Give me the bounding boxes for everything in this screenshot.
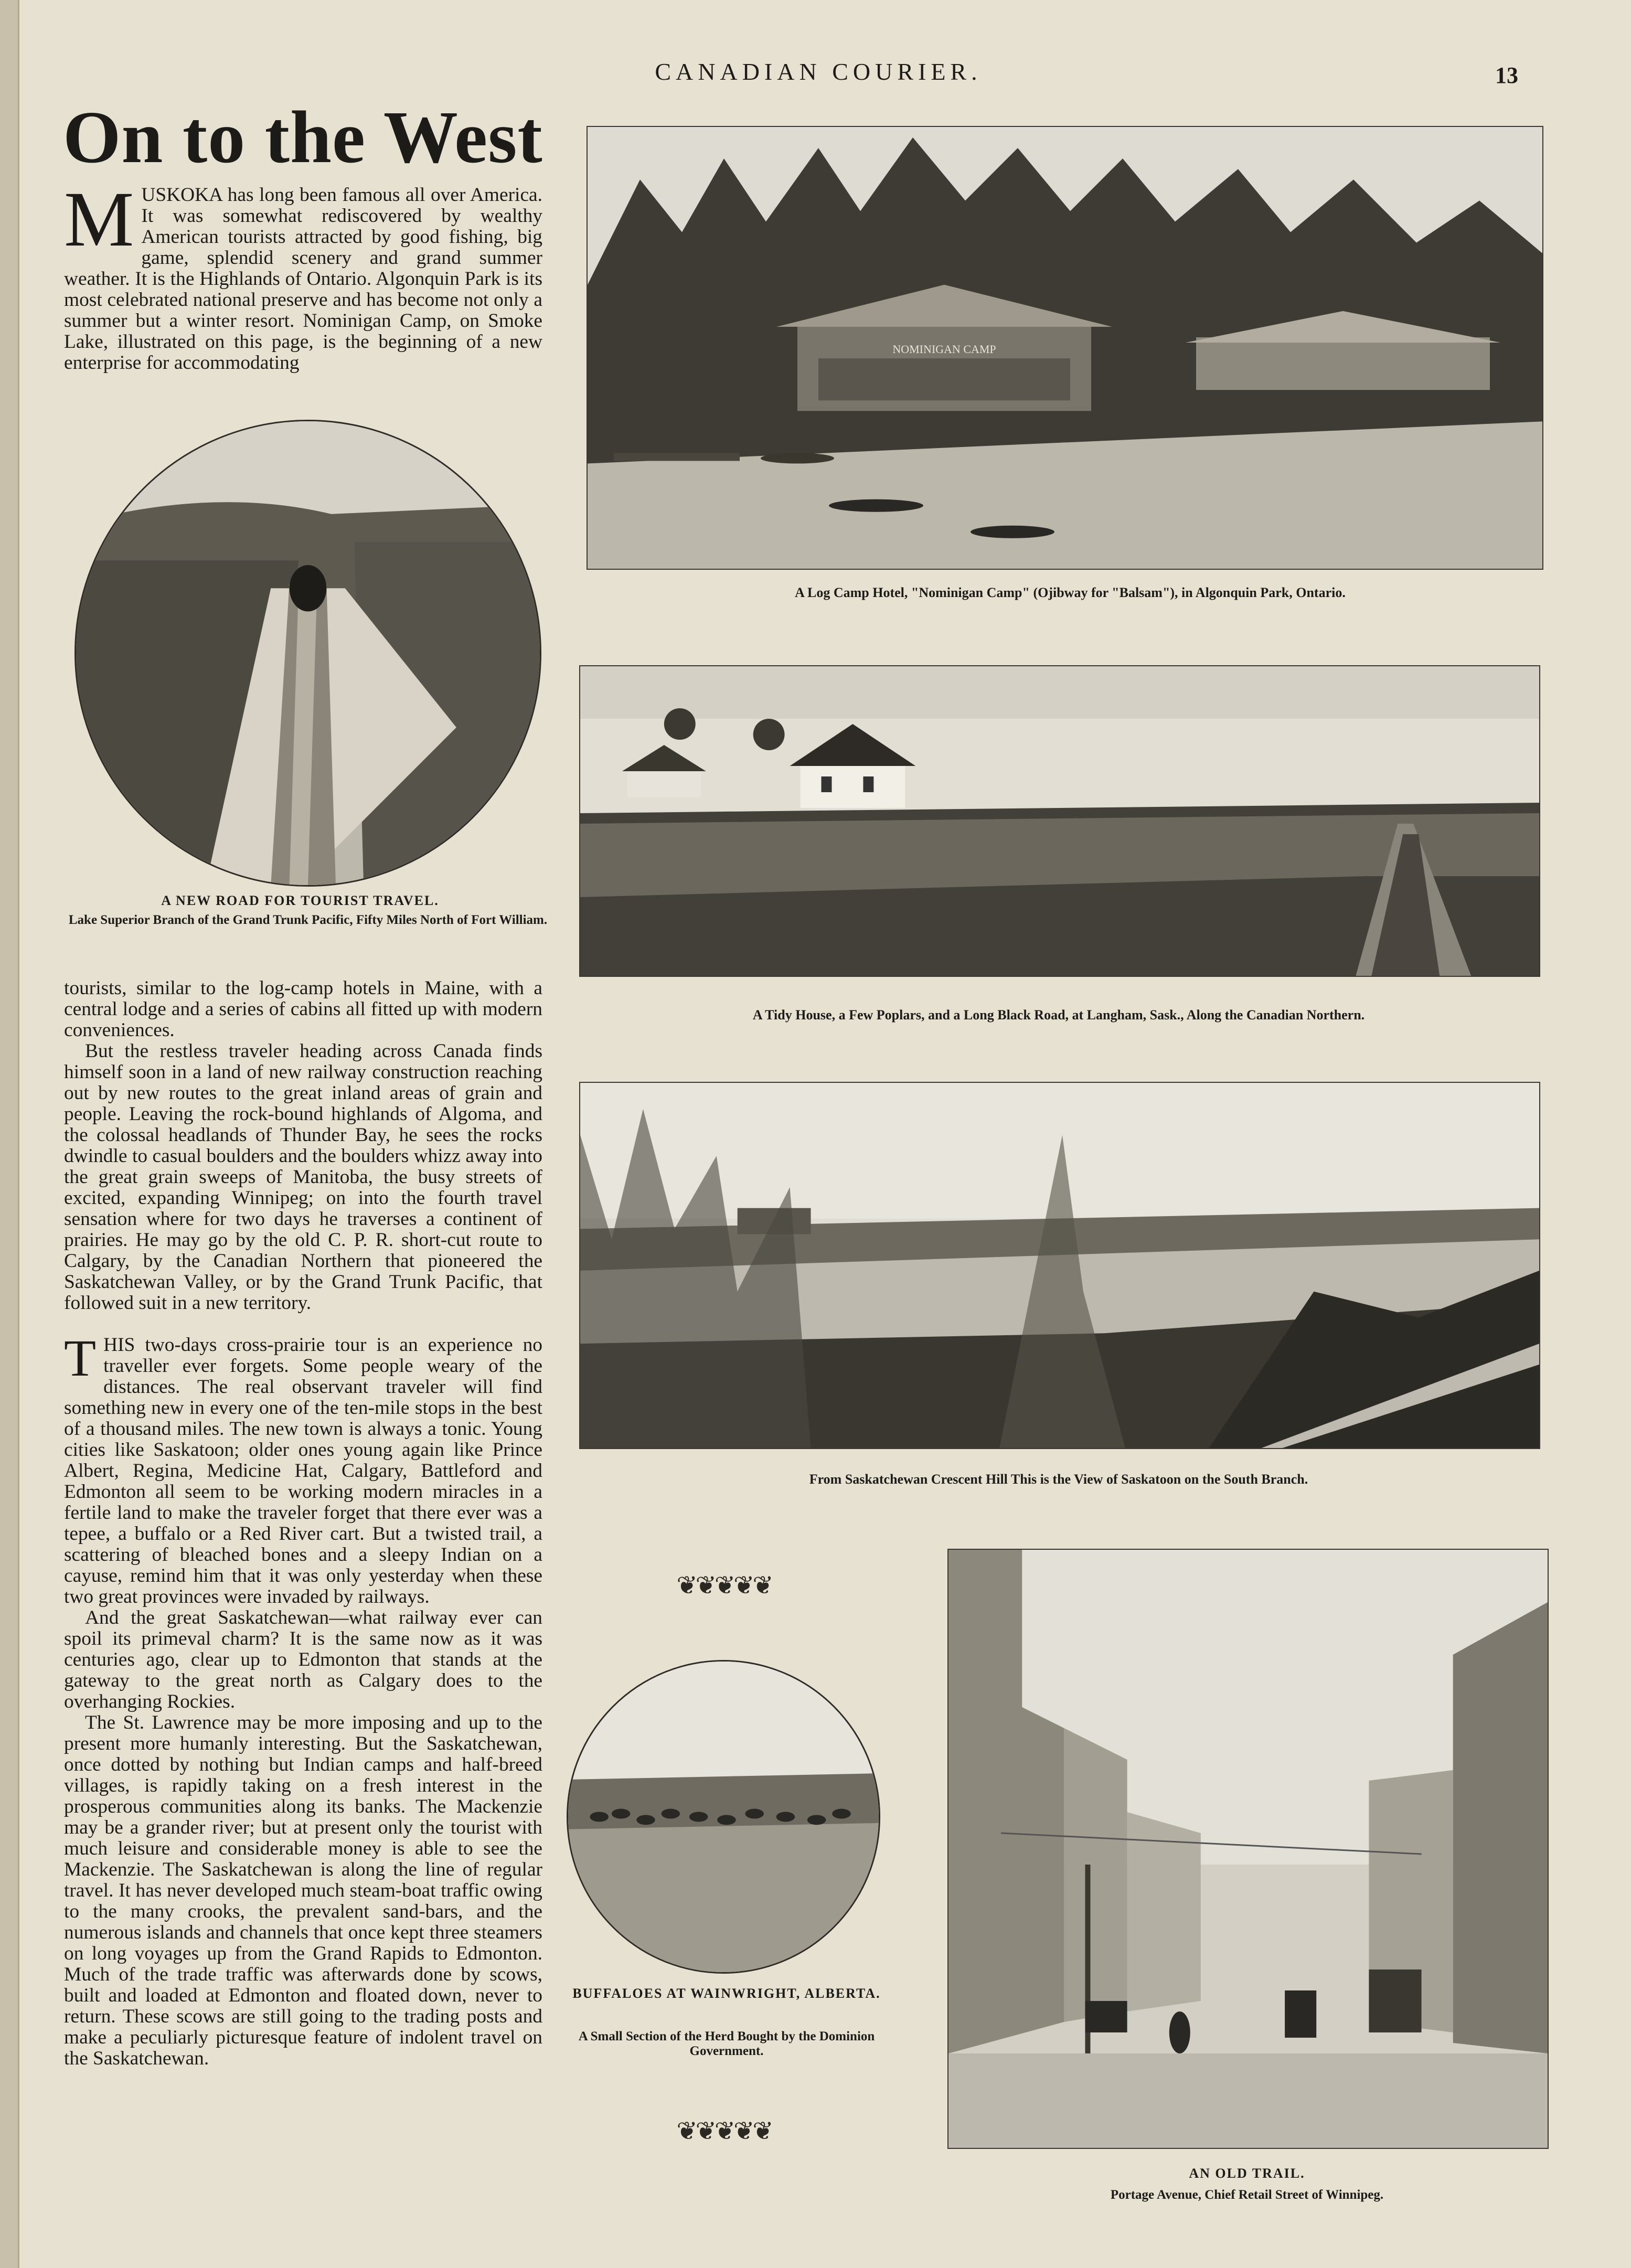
drop-cap-m: M	[64, 176, 134, 263]
camp-caption: A Log Camp Hotel, "Nominigan Camp" (Ojibway for "Balsam"), in Algonquin Park, Ontario.	[795, 585, 1346, 600]
binding-gutter	[0, 0, 19, 2268]
saskatoon-photo	[579, 1082, 1540, 1449]
winnipeg-subcaption: Portage Avenue, Chief Retail Street of Winnipeg.	[1110, 2188, 1384, 2202]
saskatoon-caption: From Saskatchewan Crescent Hill This is the View of Saskatoon on the South Branch.	[809, 1472, 1308, 1487]
camp-photo	[587, 126, 1543, 570]
tunnel-subcaption: Lake Superior Branch of the Grand Trunk Pacific, Fifty Miles North of Fort William.	[68, 913, 548, 927]
page-number: 13	[1495, 62, 1518, 88]
tunnel-photo	[74, 420, 541, 887]
paragraph-3	[64, 1329, 542, 1607]
camp-sign: NOMINIGAN CAMP	[892, 343, 996, 356]
tunnel-caption: A NEW ROAD FOR TOURIST TRAVEL.	[161, 893, 439, 908]
langham-caption: A Tidy House, a Few Poplars, and a Long Black Road, at Langham, Sask., Along the Canadian Northern.	[752, 1007, 1365, 1023]
paragraph-5: The St. Lawrence may be more imposing and up to the present more humanly interesting. But the Saskatchewan, once dotted by nothing but Indian camps and half-breed villages, is rapidly taking on a fresh interest in the prosperous communities along its banks. The Mackenzie may be a grander river; but at present only the tourist with much leisure and considerable money is able to see the Mackenzie. The Saskatchewan is along the line of regular travel. It has never developed much steam-boat traffic owing to the many crooks, the prevalent sand-bars, and the numerous islands and channels that once kept three steamers on long voyages up from the Grand Rapids to Edmonton. Much of the trade traffic was afterwards done by scows, built and loaded at Edmonton and floated down, never to return. These scows are still going to the trading posts and make a peculiarly picturesque feature of indolent travel on the Saskatchewan.	[64, 1712, 542, 2069]
winnipeg-photo	[947, 1549, 1549, 2149]
publication-header: CANADIAN COURIER.	[655, 58, 982, 85]
paragraph-1-continued: tourists, similar to the log-camp hotels in Maine, with a central lodge and a series of cabins all fitted up with modern conveniences.	[64, 977, 542, 1041]
paragraph-4: And the great Saskatchewan—what railway ever can spoil its primeval charm? It is the same now as it was centuries ago, clear up to Edmonton that stands at the gateway to the great north as Calgary does to the overhanging Rockies.	[64, 1607, 542, 1712]
buffalo-photo	[567, 1660, 880, 1974]
drop-cap-t: T	[64, 1329, 97, 1387]
intro-column	[64, 176, 542, 395]
paragraph-1-text: USKOKA has long been famous all over America. It was somewhat rediscovered by wealthy American tourists attracted by good fishing, big game, splendid scenery and grand summer weather. It is the Highlands of Ontario. Algonquin Park is its most celebrated national preserve and has become not only a summer but a winter resort. Nominigan Camp, on Smoke Lake, illustrated on this page, is the beginning of a new enterprise for accommodating	[64, 184, 542, 374]
article-title: On to the West	[63, 95, 543, 178]
main-column	[64, 978, 542, 2216]
buffalo-subcaption: A Small Section of the Herd Bought by the Dominion Government.	[578, 2029, 875, 2058]
paragraph-1	[64, 176, 542, 374]
ornament-top: ❦❦❦❦❦	[676, 1572, 772, 1600]
paragraph-3-text: HIS two-days cross-prairie tour is an experience no traveller ever forgets. Some people weary of the distances. The real observant traveler will find something new in every one of the ten-mile stops in the best of a thousand miles. The new town is always a tonic. Young cities like Saskatoon; older ones young again like Prince Albert, Regina, Medicine Hat, Calgary, Battleford and Edmonton all seem to be working modern miracles in a fertile land to make the traveler forget that there ever was a tepee, a buffalo or a Red River cart. But a twisted trail, a scattering of bleached bones and a sleepy Indian on a cayuse, remind him that it was only yesterday when these two great provinces were invaded by railways.	[64, 1334, 542, 1607]
paragraph-2: But the restless traveler heading across Canada finds himself soon in a land of new railway construction reaching out by new routes to the great inland areas of grain and people. Leaving the rock-bound highlands of Algoma, and the colossal headlands of Thunder Bay, he sees the rocks dwindle to casual boulders and the boulders whizz away into the great grain sweeps of Manitoba, the busy streets of excited, expanding Winnipeg; on into the fourth travel sensation where for two days he traverses a continent of prairies. He may go by the old C. P. R. short-cut route to Calgary, by the Canadian Northern that pioneered the Saskatchewan Valley, or by the Grand Trunk Pacific, that followed suit in a new territory.	[64, 1040, 542, 1314]
buffalo-caption: BUFFALOES AT WAINWRIGHT, ALBERTA.	[572, 1986, 881, 2001]
langham-photo	[579, 665, 1540, 977]
ornament-bottom: ❦❦❦❦❦	[676, 2117, 772, 2145]
winnipeg-caption: AN OLD TRAIL.	[1189, 2166, 1305, 2181]
